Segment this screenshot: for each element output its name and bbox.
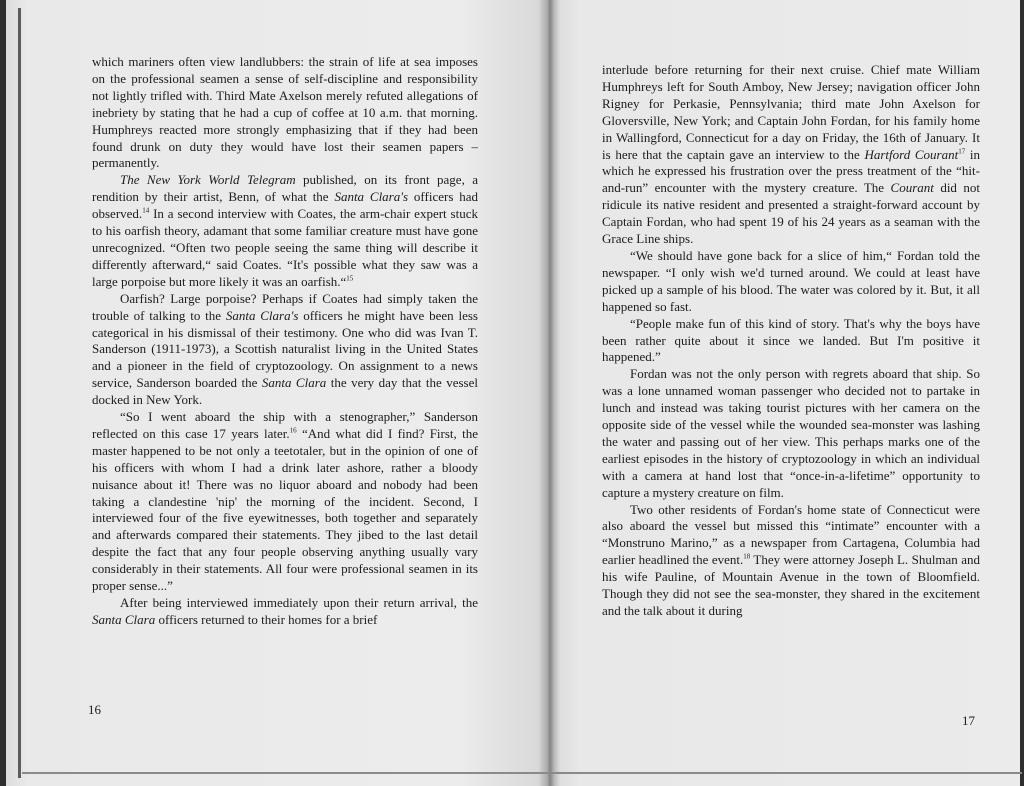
- text-run: They were attorney Joseph L. Shulman and his wife Pauline, of Mountain Avenue in the town of Bloomfield. Though they did not see the sea-monster, they shared in the excitement and the talk about it during: [602, 552, 980, 618]
- text-run: officers returned to their homes for a brief: [155, 611, 378, 627]
- text-run: In a second interview with Coates, the arm-chair expert stuck to his oarfish theory, adamant that some familiar creature must have gone unrecognized. “Often two people seeing the same thing will describe it differently afterward,“ said Coates. “It's possible what they saw was a large porpoise but more likely it was an oarfish.“: [92, 206, 478, 289]
- text-run: did not ridicule its native resident and presented a straight-forward account by Captain Fordan, who had spent 19 of his 24 years as a seaman with the Grace Line ships.: [602, 180, 980, 247]
- page-number-left: 16: [88, 702, 101, 717]
- italic-text: Santa Clara: [261, 375, 327, 391]
- italic-text: Courant: [890, 180, 934, 196]
- book-spread: [6, 0, 1020, 786]
- paragraph: [602, 248, 980, 316]
- text-run: Oarfish? Large porpoise? Perhaps if Coates had simply taken the trouble of talking to the: [92, 290, 478, 323]
- text-run: “We should have gone back for a slice of him,“ Fordan told the newspaper. “I only wish we'd turned around. We could at least have picked up a sample of his blood. The water was colored by it. But, it all happened so fast.: [602, 247, 980, 314]
- footnote-ref: 16: [289, 426, 297, 435]
- italic-text: The New York World Telegram: [120, 172, 296, 188]
- footnote-ref: 17: [958, 147, 966, 156]
- text-run: Fordan was not the only person with regrets aboard that ship. So was a lone unnamed woman passenger who decided not to partake in lunch and instead was taking tourist pictures with her camera on the opposite side of the vessel while the wounded sea-monster was lashing the water and passing out of her view. This perhaps marks one of the earliest episodes in the history of cryptozoology in which an individual with a camera at hand lost that “once-in-a-lifetime” opportunity to capture a mystery creature on film.: [602, 366, 980, 500]
- paragraph: [92, 409, 478, 595]
- text-run: Two other residents of Fordan's home state of Connecticut were also aboard the vessel but missed this “intimate” encounter with a “Monstruno Marino,” as a newspaper from Cartagena, Columbia had earlier headlined the event.: [602, 501, 980, 568]
- text-run: the very day that the vessel docked in New York.: [92, 375, 478, 408]
- footnote-ref: 18: [743, 552, 751, 561]
- scan-bottom-edge: [22, 772, 1022, 774]
- paragraph: [602, 316, 980, 367]
- text-run: “People make fun of this kind of story. That's why the boys have been rather quite about it since we landed. But I'm positive it happened.”: [602, 315, 980, 365]
- text-run: officers he might have been less categorical in his dismissal of their testimony. One who did was Ivan T. Sanderson (1911-1973), a Scottish naturalist living in the United States and a pioneer in the field of cryptozoology. On assignment to a news service, Sanderson boarded the: [92, 307, 478, 391]
- right-page-body: [602, 62, 980, 620]
- left-page: [6, 0, 542, 786]
- paragraph: [602, 62, 980, 248]
- book-gutter-shadow: [538, 0, 560, 786]
- right-page: [542, 0, 1020, 786]
- italic-text: Santa Clara's: [334, 189, 409, 205]
- left-page-body: [92, 54, 478, 629]
- footnote-ref: 14: [142, 206, 150, 215]
- paragraph: [602, 366, 980, 501]
- paragraph: [92, 172, 478, 290]
- page-number-right: 17: [962, 713, 975, 728]
- text-run: interlude before returning for their next cruise. Chief mate William Humphreys left for South Amboy, New Jersey; navigation officer John Rigney for Perkasie, Pennsylvania; third mate John Axelson for Gloversville, New York; and Captain John Fordan, for his family home in Wallingford, Connecticut for a day on Friday, the 16th of January. It is here that the captain gave an interview to the: [602, 62, 980, 162]
- footnote-ref: 15: [346, 274, 354, 283]
- text-run: which mariners often view landlubbers: the strain of life at sea imposes on the professional seamen a sense of self-discipline and responsibility not lightly trifled with. Third Mate Axelson merely refuted allegations of inebriety by stating that he had a cup of coffee at 10 a.m. that morning. Humphreys reacted more strongly emphasizing that if they had been found drunk on duty they would have lost their seamen papers – permanently.: [92, 54, 478, 171]
- paragraph: [92, 291, 478, 409]
- text-run: After being interviewed immediately upon their return arrival, the: [120, 595, 478, 610]
- text-run: in which he expressed his frustration over the press treatment of the “hit-and-run” encounter with the mystery creature. The: [602, 146, 980, 196]
- text-run: published, on its front page, a rendition by their artist, Benn, of what the: [92, 172, 479, 205]
- text-run: “So I went aboard the ship with a stenographer,” Sanderson reflected on this case 17 years later.: [92, 409, 478, 441]
- paragraph: [92, 54, 478, 172]
- text-run: “And what did I find? First, the master happened to be not only a teetotaler, but in the opinion of one of his officers with whom I had a drink later ashore, rather a bloody nuisance about it! There was no liquor aboard and nobody had been taking a clandestine 'nip' the morning of the incident. Second, I interviewed four of the five eyewitnesses, both together and separately and afterwards compared their statements. They jibed to the last detail despite the fact that any four people observing anything usually vary considerably in their statements. All four were professional seamen in its proper sense...”: [92, 425, 478, 594]
- paragraph: [92, 595, 478, 629]
- page-edge: [18, 8, 29, 778]
- italic-text: Santa Clara's: [225, 307, 299, 323]
- paragraph: [602, 502, 980, 620]
- italic-text: Hartford Courant: [864, 146, 959, 162]
- text-run: officers had observed.: [92, 189, 478, 222]
- italic-text: Santa Clara: [92, 611, 156, 627]
